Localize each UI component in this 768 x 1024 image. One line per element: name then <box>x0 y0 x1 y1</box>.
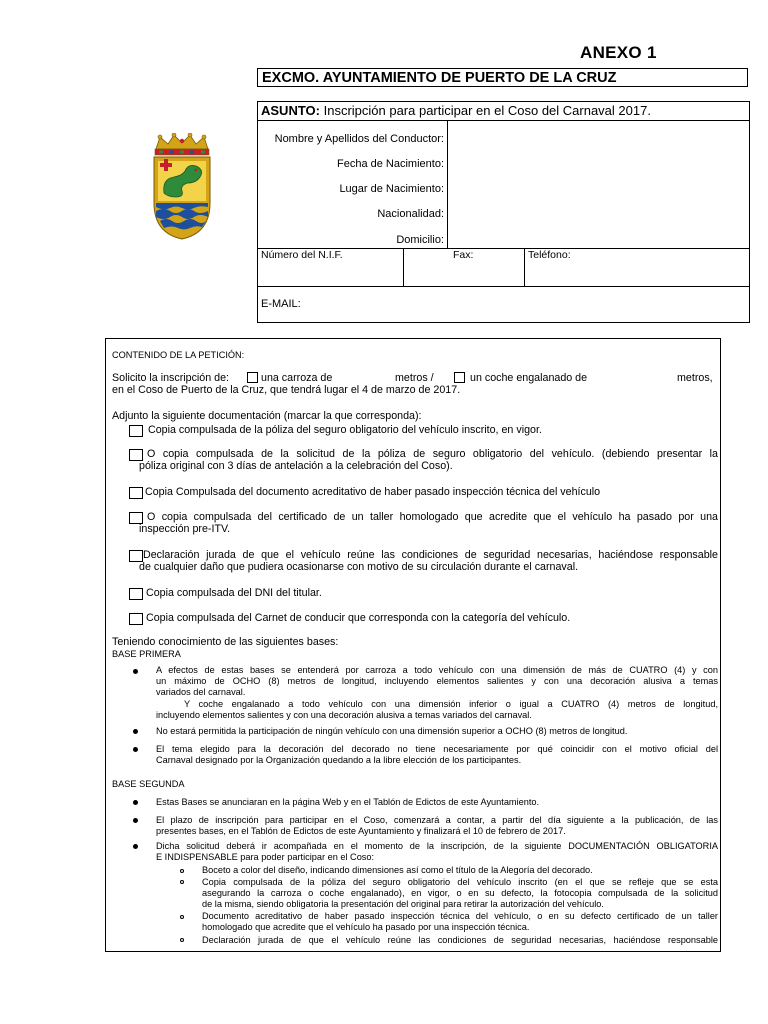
subject-text: Inscripción para participar en el Coso del Carnaval 2017. <box>319 103 651 118</box>
request-line1-d: un coche engalanado de <box>470 372 588 384</box>
docs-intro: Adjunto la siguiente documentación (marcar la que corresponda): <box>112 410 422 422</box>
s3-line1: Documento acreditativo de haber pasado inspección técnica del vehículo, o en su defecto certificado de un taller <box>202 911 718 921</box>
b1-1-line2: un máximo de OCHO (8) metros de longitud, incluyendo elementos salientes y con una decoración alusiva a temas <box>156 676 718 686</box>
request-line1-b: una carroza de <box>261 372 333 384</box>
content-heading: CONTENIDO DE LA PETICIÓN: <box>112 350 245 360</box>
request-line1-e: metros, <box>677 372 713 384</box>
field-label-address: Domicilio: <box>396 234 444 246</box>
bullet-icon <box>133 800 138 805</box>
doc2-text-line1: O copia compulsada de la solicitud de la póliza de seguro obligatorio del vehículo. (debiendo presentar la <box>147 448 718 460</box>
sub-bullet-icon <box>180 938 184 942</box>
b2-2-line2: presentes bases, en el Tablón de Edictos de este Ayuntamiento y finalizará el 10 de febrero de 2017. <box>156 826 566 836</box>
applicant-form <box>257 101 750 323</box>
request-line1-a: Solicito la inscripción de: <box>112 372 230 384</box>
bases-intro: Teniendo conocimiento de las siguientes bases: <box>112 636 339 648</box>
doc3-checkbox[interactable] <box>129 487 143 499</box>
b2-1-text: Estas Bases se anunciaran en la página Web y en el Tablón de Edictos de este Ayuntamiento. <box>156 797 540 807</box>
b1-3-line1: El tema elegido para la decoración del decorado no tiene necesariamente por qué coincidir con el motivo oficial del <box>156 744 718 754</box>
field-label-birth-date: Fecha de Nacimiento: <box>337 158 444 170</box>
field-label-birth-place: Lugar de Nacimiento: <box>339 183 444 195</box>
bullet-icon <box>133 747 138 752</box>
doc5-text-line2: de cualquier daño que pudiera ocasionarse con motivo de su circulación durante el carnaval. <box>139 561 579 573</box>
s4-line1: Declaración jurada de que el vehículo reúne las condiciones de seguridad necesarias, haciéndose responsable <box>202 935 718 945</box>
coat-of-arms-icon <box>150 133 214 241</box>
request-line1-c: metros / <box>395 372 434 384</box>
request-content <box>105 338 721 952</box>
field-label-name: Nombre y Apellidos del Conductor: <box>274 133 444 145</box>
base1-title: BASE PRIMERA <box>112 649 181 659</box>
b1-1-line1: A efectos de estas bases se entenderá por carroza a todo vehículo con una dimensión de más de CUATRO (4) y con <box>156 665 718 675</box>
field-label-fax: Fax: <box>453 249 474 261</box>
bullet-icon <box>133 844 138 849</box>
field-label-nationality: Nacionalidad: <box>377 208 444 220</box>
field-label-nif: Número del N.I.F. <box>261 249 343 261</box>
request-line2: en el Coso de Puerto de la Cruz, que tendrá lugar el 4 de marzo de 2017. <box>112 384 461 396</box>
doc1-text: Copia compulsada de la póliza del seguro obligatorio del vehículo inscrito, en vigor. <box>148 424 542 436</box>
annex-number: ANEXO 1 <box>580 43 657 62</box>
field-label-email: E-MAIL: <box>261 298 301 310</box>
b1-2-text: No estará permitida la participación de ningún vehículo con una dimensión superior a OCHO (8) metros de longitud. <box>156 726 628 736</box>
bullet-icon <box>133 729 138 734</box>
s2-line1: Copia compulsada de la póliza del seguro obligatorio del vehículo inscrito (en el que se refleje que se esta <box>202 877 718 887</box>
doc1-checkbox[interactable] <box>129 425 143 437</box>
doc4-text-line2: inspección pre-ITV. <box>139 523 231 535</box>
carroza-checkbox[interactable] <box>247 372 258 383</box>
bullet-icon <box>133 669 138 674</box>
doc3-text: Copia Compulsada del documento acreditativo de haber pasado inspección técnica del vehículo <box>145 486 601 498</box>
subject-row <box>258 102 749 121</box>
sub-bullet-icon <box>180 880 184 884</box>
b2-3-line2: E INDISPENSABLE para poder participar en el Coso: <box>156 852 375 862</box>
s1-text: Boceto a color del diseño, indicando dimensiones así como el título de la Alegoría del decorado. <box>202 865 593 875</box>
coche-checkbox[interactable] <box>454 372 465 383</box>
doc2-text-line2: póliza original con 3 días de antelación a la celebración del Coso). <box>139 460 453 472</box>
field-label-phone: Teléfono: <box>528 249 571 261</box>
bullet-icon <box>133 818 138 823</box>
s2-line3: de la misma, siendo obligatoria la presentación del original para retirar la autorización del vehículo. <box>202 899 604 909</box>
s2-line2: asegurando la carroza o coche engalanado), en vigor, o en su defecto, la fotocopia compulsada de la solicitud <box>202 888 718 898</box>
sub-bullet-icon <box>180 915 184 919</box>
doc5-text-line1: Declaración jurada de que el vehículo reúne las condiciones de seguridad necesarias, haciéndose responsable <box>143 549 718 561</box>
subject-label: ASUNTO: <box>261 103 320 118</box>
b1-3-line2: Carnaval designado por la Organización quedando a la libre elección de los participantes. <box>156 755 522 765</box>
b1-1-line4: Y coche engalanado a todo vehículo con una dimensión inferior o igual a CUATRO (4) metros de longitud, <box>184 699 718 709</box>
doc6-text: Copia compulsada del DNI del titular. <box>146 587 322 599</box>
municipality-title: EXCMO. AYUNTAMIENTO DE PUERTO DE LA CRUZ <box>257 68 748 87</box>
b1-1-line3: variados del carnaval. <box>156 687 246 697</box>
base2-title: BASE SEGUNDA <box>112 779 185 789</box>
doc7-text: Copia compulsada del Carnet de conducir que corresponda con la categoría del vehículo. <box>146 612 571 624</box>
doc6-checkbox[interactable] <box>129 588 143 600</box>
b2-2-line1: El plazo de inscripción para participar en el Coso, comenzará a contar, a partir del día siguiente a la publicación, de las <box>156 815 718 825</box>
b2-3-line1: Dicha solicitud deberá ir acompañada en el momento de la inscripción, de la siguiente DOCUMENTACIÓN OBLIGATORIA <box>156 841 718 851</box>
doc4-text-line1: O copia compulsada del certificado de un taller homologado que acredite que el vehículo ha pasado por una <box>147 511 718 523</box>
s3-line2: homologado que acredite que el vehículo ha pasado por una inspección técnica. <box>202 922 530 932</box>
b1-1-line5: incluyendo elementos salientes y con una decoración alusiva a temas variados del carnaval. <box>156 710 532 720</box>
doc7-checkbox[interactable] <box>129 613 143 625</box>
sub-bullet-icon <box>180 869 184 873</box>
